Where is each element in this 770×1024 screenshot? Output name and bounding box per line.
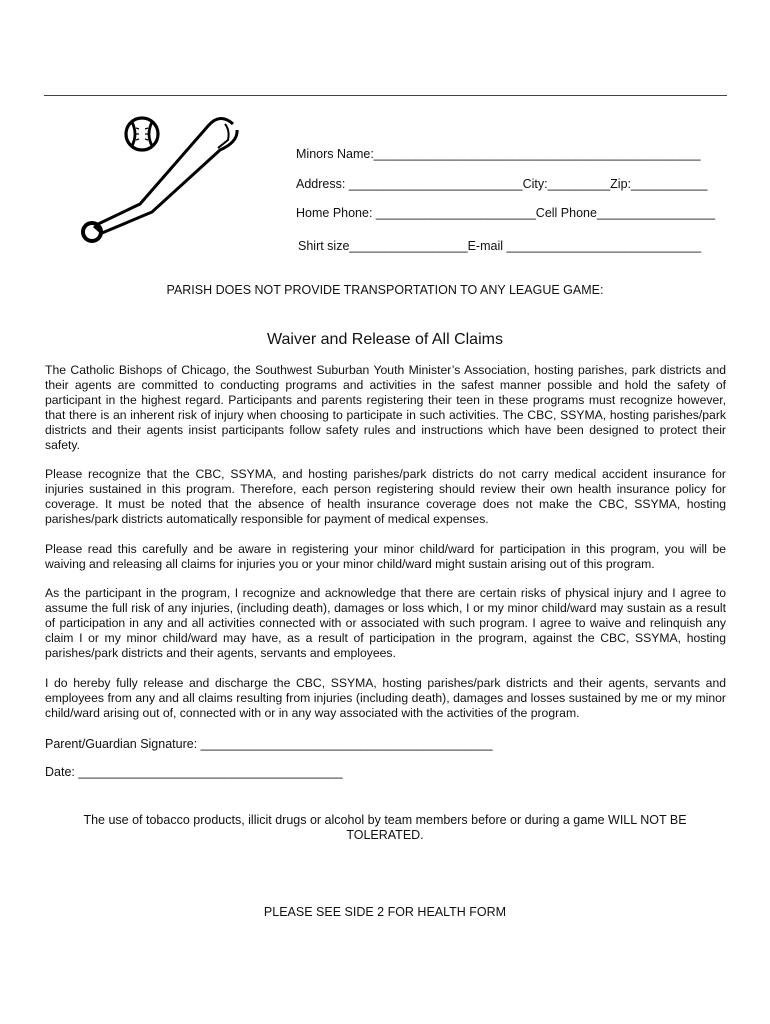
top-rule (44, 95, 727, 96)
address-city-zip-field[interactable]: Address: _________________________City:_________Zip:___________ (296, 177, 708, 191)
minors-name-field[interactable]: Minors Name:_______________________________________________ (296, 147, 701, 161)
date-field[interactable]: Date: ______________________________________ (45, 765, 343, 779)
waiver-paragraph-3: Please read this carefully and be aware in registering your minor child/ward for participation in this program, you will be waiving and releasing all claims for injuries you or your minor child/ward might sustain arising out of this program. (45, 542, 726, 571)
waiver-paragraph-2: Please recognize that the CBC, SSYMA, and hosting parishes/park districts do not carry medical accident insurance for injuries sustained in this program. Therefore, each person registering should review their own health insurance policy for coverage. It must be noted that the absence of health insurance coverage does not make the CBC, SSYMA, hosting parishes/park districts automatically responsible for payment of medical expenses. (45, 467, 726, 526)
softball-icon (126, 118, 158, 150)
tobacco-notice-line-1: The use of tobacco products, illicit drugs or alcohol by team members before or during a game WILL NOT BE (83, 813, 687, 827)
health-form-notice: PLEASE SEE SIDE 2 FOR HEALTH FORM (263, 905, 507, 919)
waiver-paragraph-5: I do hereby fully release and discharge the CBC, SSYMA, hosting parishes/park districts and their agents, servants and employees from any and all claims resulting from injuries (including death), damages and losses sustained by me or my minor child/ward arising out of, connected with or in any way associated with the activities of the program. (45, 676, 726, 720)
waiver-paragraph-1: The Catholic Bishops of Chicago, the Southwest Suburban Youth Minister’s Association, hosting parishes, park districts and their agents are committed to conducting programs and activities in the safest manner possible and hold the safety of participant in the highest regard. Participants and parents registering their teen in these programs must recognize however, that there is an inherent risk of injury when choosing to participate in such activities. The CBC, SSYMA, hosting parishes/park districts and their agents insist participants follow safety rules and instructions which have been designed to protect their safety. (45, 363, 726, 452)
signature-field[interactable]: Parent/Guardian Signature: __________________________________________ (45, 737, 493, 751)
softball-bat-icon (70, 112, 245, 252)
phone-fields[interactable]: Home Phone: _______________________Cell Phone_________________ (296, 206, 716, 220)
transport-notice: PARISH DOES NOT PROVIDE TRANSPORTATION TO ANY LEAGUE GAME: (166, 283, 604, 297)
waiver-title: Waiver and Release of All Claims (267, 331, 503, 348)
shirt-email-fields[interactable]: Shirt size_________________E-mail ____________________________ (298, 239, 702, 253)
tobacco-notice-line-2: TOLERATED. (346, 828, 424, 842)
waiver-paragraph-4: As the participant in the program, I recognize and acknowledge that there are certain risks of physical injury and I agree to assume the full risk of any injuries, (including death), damages or loss which, I or my minor child/ward may sustain as a result of participation in any and all activities connected with or associated with such program. I agree to waive and relinquish any claim I or my minor child/ward may have, as a result of participation in the program, against the CBC, SSYMA, hosting parishes/park districts and their agents, servants and employees. (45, 586, 726, 660)
